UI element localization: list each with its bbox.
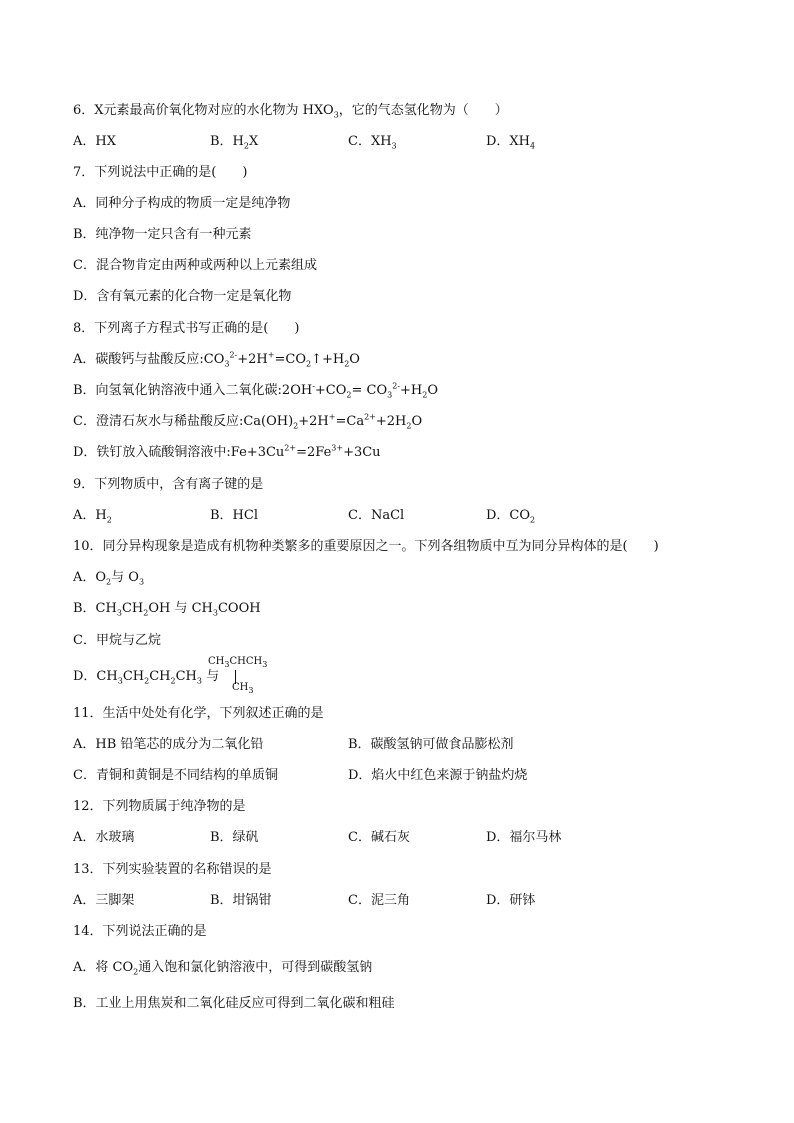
question-9-option-a: A．$H_2$ — [73, 508, 112, 525]
structure-main-chain: $CH_3CHCH_3$ — [208, 656, 268, 669]
question-12-option-b: B．绿矾 — [210, 830, 259, 845]
isobutane-structure — [208, 656, 288, 700]
structure-branch: $CH_3$ — [232, 682, 254, 695]
question-11-stem: 11．生活中处处有化学，下列叙述正确的是 — [73, 706, 324, 721]
question-6-stem: 6．X元素最高价氧化物对应的水化物为 $HXO_3$，它的气态氢化物为（ ） — [73, 103, 508, 120]
question-11-option-b: B．碳酸氢钠可做食品膨松剂 — [348, 737, 514, 752]
question-8-option-b: B．向氢氧化钠溶液中通入二氧化碳$:2OH^-+CO_2= CO_3^{2-}+H_2O$ — [73, 381, 439, 400]
question-9-option-d: D．$CO_2$ — [486, 508, 536, 525]
question-13-option-a: A．三脚架 — [73, 893, 135, 908]
question-6-option-d: D．$XH_4$ — [486, 134, 536, 151]
question-13-option-b: B．坩锅钳 — [210, 893, 272, 908]
question-7-option-b: B．纯净物一定只含有一种元素 — [73, 227, 252, 242]
question-13-option-c: C．泥三角 — [348, 893, 410, 908]
question-12-option-c: C．碱石灰 — [348, 830, 410, 845]
question-8-stem: 8．下列离子方程式书写正确的是( ) — [73, 321, 300, 336]
question-11-option-d: D．焰火中红色来源于钠盐灼烧 — [348, 768, 528, 783]
question-10-option-d: D．$CH_3CH_2CH_2CH_3$ 与 — [73, 669, 220, 686]
question-10-option-b: B．$CH_3CH_2OH$ 与 $CH_3COOH$ — [73, 601, 261, 618]
question-10-option-a: A．$O_2$与 $O_3$ — [73, 570, 145, 587]
question-13-stem: 13．下列实验装置的名称错误的是 — [73, 862, 272, 877]
question-14-stem: 14．下列说法正确的是 — [73, 924, 207, 939]
question-7-option-c: C．混合物肯定由两种或两种以上元素组成 — [73, 258, 317, 273]
question-8-option-a: A．碳酸钙与盐酸反应$:CO_3^{2-}+2H^+=CO_2↑+H_2O$ — [73, 350, 360, 369]
question-6-option-c: C．$XH_3$ — [348, 134, 397, 151]
question-6-option-a: A．HX — [73, 134, 116, 149]
question-7-option-a: A．同种分子构成的物质一定是纯净物 — [73, 196, 291, 211]
question-7-stem: 7．下列说法中正确的是( ) — [73, 165, 248, 180]
question-12-option-a: A．水玻璃 — [73, 830, 135, 845]
question-9-option-c: C．NaCl — [348, 508, 405, 523]
question-8-option-d: D．铁钉放入硫酸铜溶液中$:Fe+3Cu^{2+}=2Fe^{3+}+3Cu$ — [73, 443, 381, 460]
question-7-option-d: D．含有氧元素的化合物一定是氧化物 — [73, 289, 292, 304]
question-9-option-b: B．HCl — [210, 508, 258, 523]
question-12-option-d: D．福尔马林 — [486, 830, 562, 845]
question-9-stem: 9．下列物质中，含有离子键的是 — [73, 477, 264, 492]
question-13-option-d: D．研钵 — [486, 893, 536, 908]
question-10-stem: 10．同分异构现象是造成有机物种类繁多的重要原因之一。下列各组物质中互为同分异构体的是( ) — [73, 539, 659, 554]
question-14-option-a: A．将 $CO_2$通入饱和氯化钠溶液中，可得到碳酸氢钠 — [73, 960, 373, 977]
question-14-option-b: B．工业上用焦炭和二氧化硅反应可得到二氧化碳和粗硅 — [73, 996, 395, 1011]
question-6-option-b: B．$H_2X$ — [210, 134, 259, 151]
question-11-option-a: A．HB 铅笔芯的成分为二氧化铅 — [73, 737, 264, 752]
question-12-stem: 12．下列物质属于纯净物的是 — [73, 799, 246, 814]
question-8-option-c: C．澄清石灰水与稀盐酸反应$:Ca(OH)_2+2H^+=Ca^{2+}+2H_2O$ — [73, 412, 423, 431]
question-11-option-c: C．青铜和黄铜是不同结构的单质铜 — [73, 768, 278, 783]
question-10-option-c: C．甲烷与乙烷 — [73, 633, 161, 648]
